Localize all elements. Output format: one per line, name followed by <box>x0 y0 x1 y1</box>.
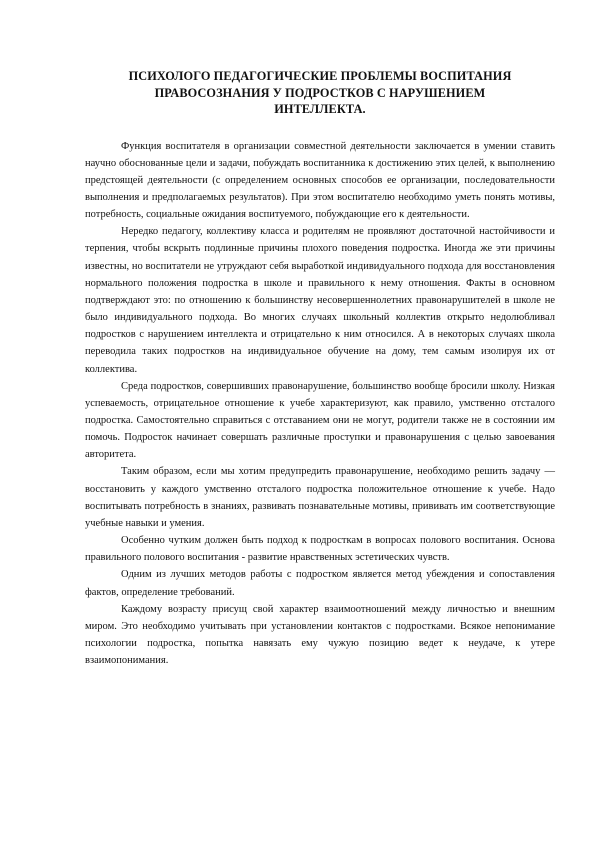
document-body <box>85 138 555 670</box>
paragraph-4: Таким образом, если мы хотим предупредить правонарушение, необходимо решить задачу — восстановить у каждого умственно отсталого подростка положительное отношение к учебе. Надо воспитывать потребность в знаниях, развивать познавательные мотивы, прививать им соответствующие учебные навыки и умения. <box>85 466 555 529</box>
paragraph-7: Каждому возрасту присущ свой характер взаимоотношений между личностью и внешним миром. Это необходимо учитывать при установлении контактов с подростками. Всякое непонимание психологии подростка, попытка навязать ему чужую позицию ведет к неудаче, к утере взаимопонимания. <box>85 603 555 667</box>
paragraph-5: Особенно чутким должен быть подход к подросткам в вопросах полового воспитания. Основа правильного полового воспитания - развитие нравственных эстетических чувств. <box>85 535 555 564</box>
paragraph-2: Нередко педагогу, коллективу класса и родителям не проявляют достаточной настойчивости и терпения, чтобы вскрыть подлинные причины плохого поведения подростка. Иногда же эти причины известны, но воспитатели не утруждают себя выработкой индивидуального подхода для восстановления нормального положения подростка в школе и правильного к нему отношения. Факты в основном подтверждают это: по отношению к большинству несовершеннолетних правонарушителей в школе не было индивидуального подхода. Во многих случаях школьный коллектив открыто недолюбливал подростков с нарушением интеллекта и отрицательно к ним относился. А в некоторых случаях школа переводила таких подростков на индивидуальное обучение на дому, тем самым изолируя их от коллектива. <box>85 226 555 375</box>
title-line-3: ИНТЕЛЛЕКТА. <box>274 102 366 116</box>
paragraph-6: Одним из лучших методов работы с подростком является метод убеждения и сопоставления фактов, определение требований. <box>85 569 555 598</box>
title-line-2: ПРАВОСОЗНАНИЯ У ПОДРОСТКОВ С НАРУШЕНИЕМ <box>154 85 486 100</box>
paragraph-3: Среда подростков, совершивших правонарушение, большинство вообще бросили школу. Низкая успеваемость, отрицательное отношение к учебе характеризуют, как правило, умственно отсталого подростка. Самостоятельно справиться с отставанием они не могут, родители также не в состоянии им помочь. Подросток начинает совершать различные проступки и правонарушения с целью завоевания авторитета. <box>85 380 555 461</box>
document-page <box>85 68 555 669</box>
paragraph-1: Функция воспитателя в организации совместной деятельности заключается в умении ставить научно обоснованные цели и задачи, побуждать воспитанника к достижению этих целей, к выполнению предстоящей деятельности (с определением основных способов ее организации, последовательности выполнения и предполагаемых результатов). При этом воспитателю необходимо уметь понять мотивы, потребность, социальные ожидания воспитуемого, побуждающие его к деятельности. <box>85 140 555 221</box>
title-line-1: ПСИХОЛОГО ПЕДАГОГИЧЕСКИЕ ПРОБЛЕМЫ ВОСПИТАНИЯ <box>128 69 512 83</box>
document-title <box>85 68 555 118</box>
